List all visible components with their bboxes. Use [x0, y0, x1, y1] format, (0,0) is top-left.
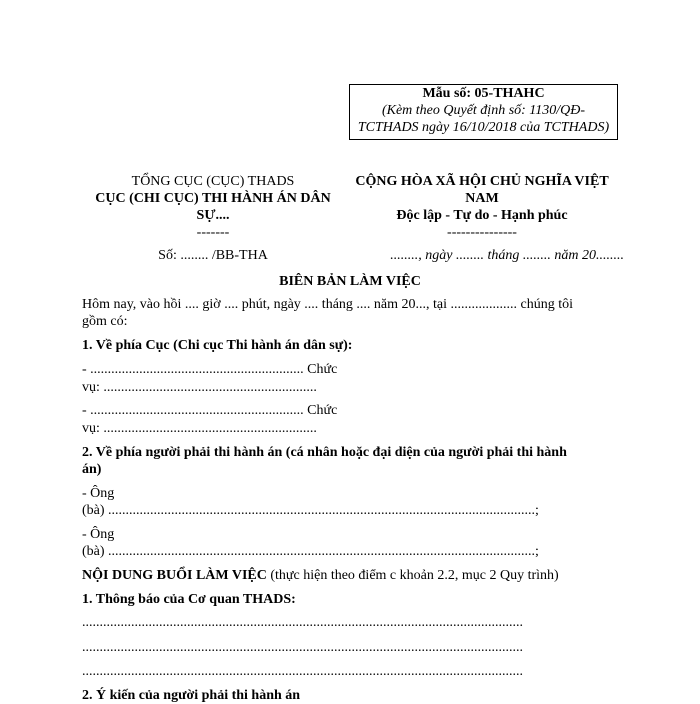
- debtor-person-1: - Ông: [82, 486, 115, 501]
- agency-separator: -------: [196, 225, 230, 240]
- section-opinion-heading: 2. Ý kiến của người phải thi hành án: [82, 688, 301, 703]
- agency-member-1: - ............................................................. Chức: [82, 362, 338, 377]
- debtor-person-1-detail: (bà) ..........................................................................................................................;: [82, 503, 539, 518]
- form-reference-line2: TCTHADS ngày 16/10/2018 của TCTHADS): [357, 120, 610, 135]
- form-code: Mẫu số: 05-THAHC: [422, 86, 545, 101]
- intro-line-2: gồm có:: [82, 314, 128, 329]
- national-separator: ---------------: [447, 225, 517, 240]
- section-notice-heading: 1. Thông báo của Cơ quan THADS:: [82, 592, 296, 607]
- dotted-line-1: ..............................................................................................................................: [82, 615, 523, 630]
- agency-name: CỤC (CHI CỤC) THI HÀNH ÁN DÂN: [95, 191, 331, 206]
- national-title: CỘNG HÒA XÃ HỘI CHỦ NGHĨA VIỆT: [355, 174, 609, 189]
- content-note: (thực hiện theo điểm c khoản 2.2, mục 2 Quy trình): [266, 568, 559, 583]
- agency-member-2: - ............................................................. Chức: [82, 403, 338, 418]
- national-motto: Độc lập - Tự do - Hạnh phúc: [396, 208, 568, 223]
- section-debtor-heading: 2. Về phía người phải thi hành án (cá nhân hoặc đại diện của người phải thi hành: [82, 445, 567, 460]
- document-date: ........, ngày ........ tháng ........ năm 20........: [390, 248, 624, 263]
- document-title: BIÊN BẢN LÀM VIỆC: [279, 274, 421, 289]
- debtor-person-2: - Ông: [82, 527, 115, 542]
- section-agency-heading: 1. Về phía Cục (Chi cục Thi hành án dân sự):: [82, 338, 353, 353]
- section-debtor-heading-cont: án): [82, 462, 102, 477]
- agency-member-1-position: vụ: .............................................................: [82, 380, 317, 395]
- document-number: Số: ........ /BB-THA: [158, 248, 268, 263]
- agency-name-cont: SỰ....: [196, 208, 230, 223]
- form-code-box: [349, 84, 618, 140]
- content-heading: NỘI DUNG BUỔI LÀM VIỆC: [82, 568, 267, 583]
- dotted-line-2: ..............................................................................................................................: [82, 640, 523, 655]
- content-heading-line: [82, 568, 559, 584]
- intro-line-1: Hôm nay, vào hồi .... giờ .... phút, ngày .... tháng .... năm 20..., tại ................... chúng tôi: [82, 297, 573, 312]
- dotted-line-3: ..............................................................................................................................: [82, 664, 523, 679]
- agency-parent: TỔNG CỤC (CỤC) THADS: [131, 174, 295, 189]
- national-header: [340, 173, 624, 241]
- national-title-cont: NAM: [465, 191, 499, 206]
- debtor-person-2-detail: (bà) ..........................................................................................................................;: [82, 544, 539, 559]
- form-reference-line1: (Kèm theo Quyết định số: 1130/QĐ-: [381, 103, 586, 118]
- agency-header: [82, 173, 344, 241]
- agency-member-2-position: vụ: .............................................................: [82, 421, 317, 436]
